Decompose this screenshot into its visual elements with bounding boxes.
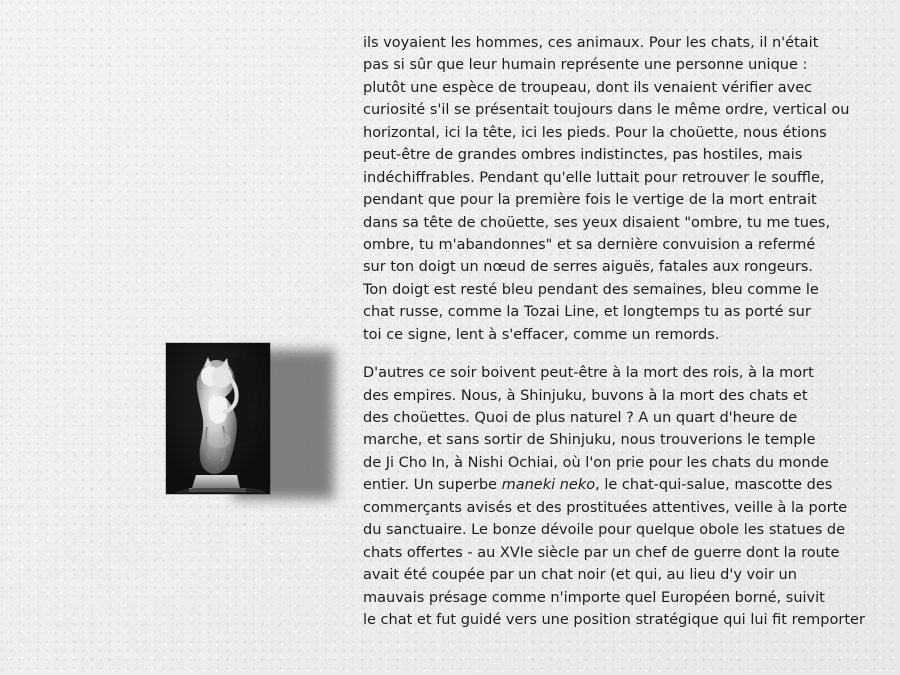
text-line-with-emphasis bbox=[363, 474, 888, 496]
text-line: pas si sûr que leur humain représente une personne unique : bbox=[363, 57, 808, 74]
text-line: chats offertes - au XVIe siècle par un chef de guerre dont la route bbox=[363, 544, 840, 561]
line-suffix: , le chat-qui-salue, mascotte des bbox=[595, 477, 833, 494]
cat-statue-image bbox=[166, 343, 270, 494]
maneki-neko-term: maneki neko bbox=[501, 477, 596, 494]
paragraph-1 bbox=[363, 32, 888, 346]
text-line: sur ton doigt un nœud de serres aiguës, fatales aux rongeurs. bbox=[363, 259, 814, 276]
text-line: horizontal, ici la tête, ici les pieds. Pour la choüette, nous étions bbox=[363, 124, 827, 141]
text-line: plutôt une espèce de troupeau, dont ils venaient vérifier avec bbox=[363, 79, 813, 96]
text-line: dans sa tête de choüette, ses yeux disaient "ombre, tu me tues, bbox=[363, 214, 831, 231]
text-line: avait été coupée par un chat noir (et qui, au lieu d'y voir un bbox=[363, 567, 797, 584]
text-line: indéchiffrables. Pendant qu'elle luttait pour retrouver le souffle, bbox=[363, 169, 825, 186]
text-line: le chat et fut guidé vers une position stratégique qui lui fit remporter bbox=[363, 611, 865, 628]
text-line: marche, et sans sortir de Shinjuku, nous trouverions le temple bbox=[363, 432, 816, 449]
article-text bbox=[363, 32, 888, 631]
text-line: chat russe, comme la Tozai Line, et longtemps tu as porté sur bbox=[363, 304, 811, 321]
text-line: des empires. Nous, à Shinjuku, buvons à la mort des chats et bbox=[363, 387, 808, 404]
text-line: pendant que pour la première fois le vertige de la mort entrait bbox=[363, 192, 817, 209]
text-line: D'autres ce soir boivent peut-être à la mort des rois, à la mort bbox=[363, 365, 814, 382]
text-line: toi ce signe, lent à s'effacer, comme un remords. bbox=[363, 326, 720, 343]
paragraph-gap bbox=[363, 346, 888, 362]
text-line: du sanctuaire. Le bonze dévoile pour quelque obole les statues de bbox=[363, 522, 846, 539]
text-line: de Ji Cho In, à Nishi Ochiai, où l'on prie pour les chats du monde bbox=[363, 454, 829, 471]
cat-statue-photo bbox=[166, 343, 270, 494]
photo-frame bbox=[166, 343, 270, 494]
text-line: des choüettes. Quoi de plus naturel ? A un quart d'heure de bbox=[363, 410, 798, 426]
paragraph-2 bbox=[363, 362, 888, 631]
text-line: ombre, tu m'abandonnes" et sa dernière convuision a refermé bbox=[363, 236, 816, 253]
text-line: peut-être de grandes ombres indistinctes, pas hostiles, mais bbox=[363, 147, 803, 164]
text-line: curiosité s'il se présentait toujours dans le même ordre, vertical ou bbox=[363, 102, 850, 119]
text-line: mauvais présage comme n'importe quel Européen borné, suivit bbox=[363, 589, 825, 606]
text-line: ils voyaient les hommes, ces animaux. Pour les chats, il n'était bbox=[363, 35, 819, 51]
line-prefix: entier. Un superbe bbox=[363, 477, 502, 494]
text-line: Ton doigt est resté bleu pendant des semaines, bleu comme le bbox=[363, 281, 819, 298]
text-line: commerçants avisés et des prostituées attentives, veille à la porte bbox=[363, 499, 848, 516]
